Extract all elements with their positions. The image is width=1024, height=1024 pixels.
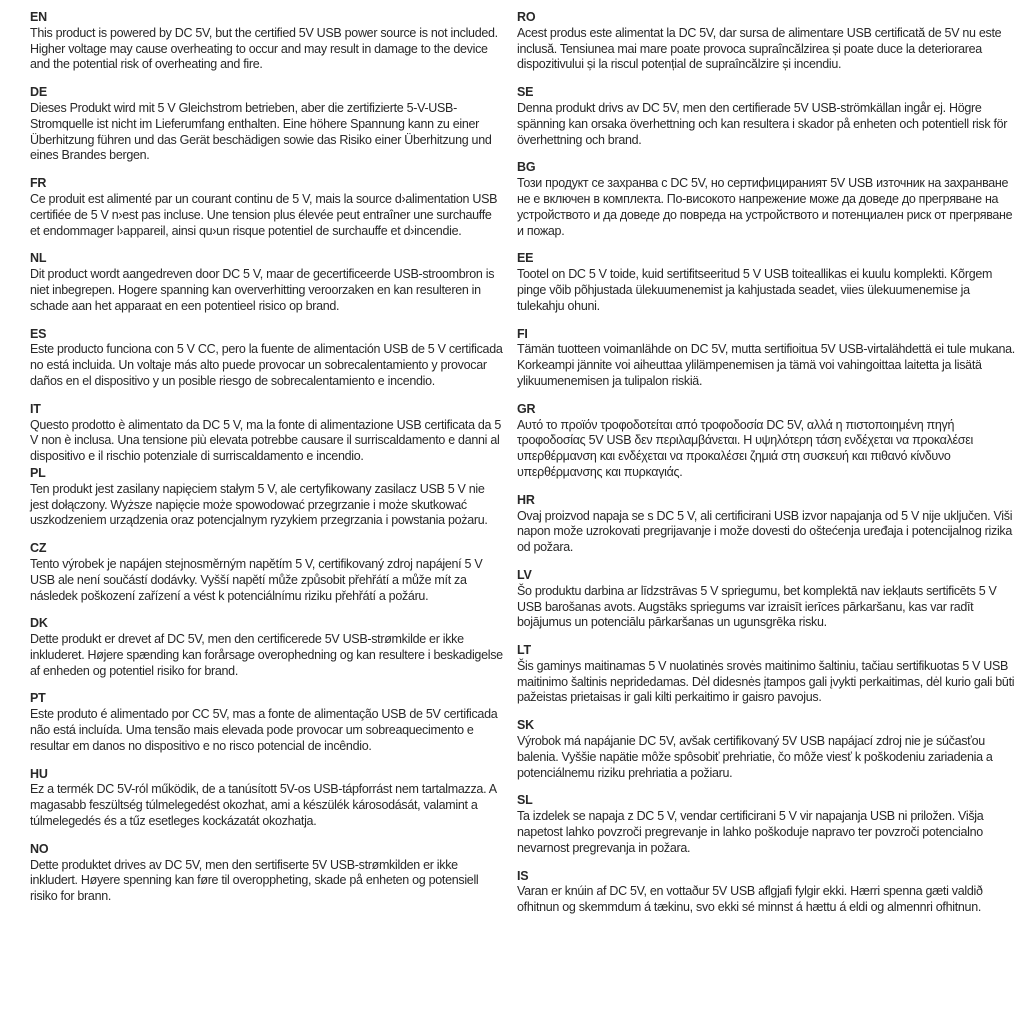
- language-section-cz: [30, 541, 504, 604]
- language-code-bg: BG: [517, 160, 536, 175]
- warning-text-hr: Ovaj proizvod napaja se s DC 5 V, ali certificirani USB izvor napajanja od 5 V nije uključen. Viši napon može uzrokovati pregrijavanje i može dovesti do oštećenja uređaja i potencijalnog rizika od požara.: [517, 508, 1013, 555]
- warning-text-de: Dieses Produkt wird mit 5 V Gleichstrom betrieben, aber die zertifizierte 5-V-USB-Stromquelle ist nicht im Lieferumfang enthalten. Eine höhere Spannung kann zu einer Überhitzung führen und das Gerät beschädigen sowie das Risiko einer Überhitzung und eines Brandes bergen.: [30, 100, 492, 163]
- language-section-gr: [517, 402, 1015, 481]
- language-code-pl: PL: [30, 465, 46, 480]
- language-code-hu: HU: [30, 766, 48, 781]
- language-code-is: IS: [517, 868, 529, 883]
- language-code-ee: EE: [517, 251, 534, 266]
- language-code-es: ES: [30, 326, 47, 341]
- warning-text-no: Dette produktet drives av DC 5V, men den sertifiserte 5V USB-strømkilden er ikke inkludert. Høyere spenning kan føre til overoppheting, skade på enheten og potensiell risiko for brann.: [30, 857, 479, 904]
- language-section-hr: [517, 493, 1015, 556]
- language-section-it: [30, 402, 504, 465]
- language-section-bg: [517, 160, 1015, 239]
- language-code-en: EN: [30, 10, 47, 24]
- warning-text-ee: Tootel on DC 5 V toide, kuid sertifitseeritud 5 V USB toiteallikas ei kuulu komplekti. Kõrgem pinge võib põhjustada ülekuumenemist ja kahjustada seadet, viies ülekuumenemise ja tulekahju ohuni.: [517, 267, 993, 313]
- warning-text-is: Varan er knúin af DC 5V, en vottaður 5V USB aflgjafi fylgir ekki. Hærri spenna gæti valdið ofhitnun og skemmdum á tækinu, svo ekki sé minnst á hættu á eldi og almennri ofhitnun.: [517, 884, 983, 915]
- left-column: [30, 10, 504, 1024]
- warning-text-ro: Acest produs este alimentat la DC 5V, dar sursa de alimentare USB certificată de 5V nu este inclusă. Tensiunea mai mare poate provoca supraîncălzirea și poate duce la deteriorarea dispozitivului și la riscul potențial de supraîncălzire și incendiu.: [517, 25, 1002, 72]
- language-code-sl: SL: [517, 793, 533, 808]
- language-code-de: DE: [30, 85, 47, 100]
- language-section-dk: [30, 616, 504, 679]
- warning-text-pt: Este produto é alimentado por CC 5V, mas a fonte de alimentação USB de 5V certificada não está incluída. Uma tensão mais elevada pode provocar um sobreaquecimento e resultar em danos no dispositivo e no risco potencial de incêndio.: [30, 707, 498, 753]
- language-section-es: [30, 327, 504, 390]
- warning-text-hu: Ez a termék DC 5V-ról működik, de a tanúsított 5V-os USB-tápforrást nem tartalmazza. A magasabb feszültség túlmelegedést okozhat, ami a készülék károsodását, valamint a túlmelegedés és a tűz esetleges kockázatát okozhatja.: [30, 782, 497, 829]
- warning-text-lv: Šo produktu darbina ar līdzstrāvas 5 V spriegumu, bet komplektā nav iekļauts sertificēts 5 V USB barošanas avots. Augstāks spriegums var izraisīt ierīces pārkaršanu, kas var radīt bojājumus un potenciālu pārkaršanas un ugunsgrēka risku.: [517, 583, 997, 630]
- language-code-pt: PT: [30, 691, 46, 706]
- warning-text-nl: Dit product wordt aangedreven door DC 5 V, maar de gecertificeerde USB-stroombron is niet inbegrepen. Hogere spanning kan oververhitting veroorzaken en kan resulteren in schade aan het apparaat en een potentieel risico op brand.: [30, 267, 495, 313]
- warning-text-cz: Tento výrobek je napájen stejnosměrným napětím 5 V, certifikovaný zdroj napájení 5 V USB ale není součástí dodávky. Vyšší napětí může způsobit přehřátí a může mít za následek poškození zařízení a vést k potenciálnímu riziku přehřátí a požáru.: [30, 556, 483, 603]
- language-code-ro: RO: [517, 10, 536, 24]
- language-section-de: [30, 85, 504, 164]
- right-column: [517, 10, 1015, 1024]
- warning-text-en: This product is powered by DC 5V, but the certified 5V USB power source is not included. Higher voltage may cause overheating to occur and may result in damage to the device and the potential risk of overheating and fire.: [30, 25, 498, 72]
- language-section-hu: [30, 767, 504, 830]
- language-code-no: NO: [30, 841, 49, 856]
- language-code-lt: LT: [517, 643, 531, 658]
- language-section-pt: [30, 691, 504, 754]
- warning-text-gr: Αυτό το προϊόν τροφοδοτείται από τροφοδοσία DC 5V, αλλά η πιστοποιημένη πηγή τροφοδοσίας 5V USB δεν περιλαμβάνεται. Η υψηλότερη τάση ενδέχεται να προκαλέσει υπερθέρμανση και ενδέχεται να προκαλέσει ζημιά στη συσκευή και πιθανό κίνδυνο υπερθέρμανσης και πυρκαγιάς.: [517, 417, 973, 479]
- language-section-nl: [30, 251, 504, 314]
- warning-text-es: Este producto funciona con 5 V CC, pero la fuente de alimentación USB de 5 V certificada no está incluida. Un voltaje más alto puede provocar un sobrecalentamiento y provocar daños en el dispositivo y un posible riesgo de sobrecalentamiento e incendio.: [30, 342, 503, 388]
- warning-text-fr: Ce produit est alimenté par un courant continu de 5 V, mais la source d›alimentation USB certifiée de 5 V n›est pas incluse. Une tension plus élevée peut entraîner une surchauffe et endommager l›appareil, ainsi qu›un risque potentiel de surchauffe et d›incendie.: [30, 191, 498, 238]
- warning-text-dk: Dette produkt er drevet af DC 5V, men den certificerede 5V USB-strømkilde er ikke inkluderet. Højere spænding kan forårsage overophedning og kan resultere i beskadigelse af enheden og potentiel risiko for brand.: [30, 632, 503, 678]
- language-section-ee: [517, 251, 1015, 314]
- language-code-nl: NL: [30, 251, 47, 266]
- warning-text-fi: Tämän tuotteen voimanlähde on DC 5V, mutta sertifioitua 5V USB-virtalähdettä ei tule mukana. Korkeampi jännite voi aiheuttaa ylilämpenemisen ja tämä voi vahingoittaa laitetta ja lisätä ylikuumenemisen ja tulipalon riskiä.: [517, 342, 1015, 388]
- warning-text-se: Denna produkt drivs av DC 5V, men den certifierade 5V USB-strömkällan ingår ej. Högre spänning kan orsaka överhettning och kan resultera i skador på enheten och potentiell risk för överhettning och brand.: [517, 100, 1008, 147]
- warning-text-sl: Ta izdelek se napaja z DC 5 V, vendar certificirani 5 V vir napajanja USB ni priložen. Višja napetost lahko povzroči pregrevanje in lahko poškoduje napravo ter povzroči potencialno nevarnost pregrevanja in požara.: [517, 809, 984, 855]
- language-section-en: [30, 10, 504, 73]
- language-code-fi: FI: [517, 326, 528, 341]
- language-code-sk: SK: [517, 718, 534, 733]
- language-section-ro: [517, 10, 1015, 73]
- language-code-cz: CZ: [30, 541, 47, 556]
- language-code-hr: HR: [517, 492, 535, 507]
- warning-text-pl: Ten produkt jest zasilany napięciem stałym 5 V, ale certyfikowany zasilacz USB 5 V nie jest dołączony. Wyższe napięcie może spowodować przegrzanie i może skutkować uszkodzeniem urządzenia oraz potencjalnym ryzykiem przegrzania i powstania pożaru.: [30, 481, 488, 528]
- language-section-fr: [30, 176, 504, 239]
- warning-text-sk: Výrobok má napájanie DC 5V, avšak certifikovaný 5V USB napájací zdroj nie je súčasťou balenia. Vyššie napätie môže spôsobiť prehriatie, čo môže viesť k poškodeniu zariadenia a potenciálnemu riziku prehriatia a požiaru.: [517, 734, 993, 780]
- language-section-lv: [517, 568, 1015, 631]
- language-section-sk: [517, 718, 1015, 781]
- language-section-pl: [30, 466, 504, 529]
- language-code-dk: DK: [30, 616, 48, 631]
- language-code-it: IT: [30, 401, 41, 416]
- warning-text-it: Questo prodotto è alimentato da DC 5 V, ma la fonte di alimentazione USB certificata da 5 V non è inclusa. Una tensione più elevata potrebbe causare il surriscaldamento e danni al dispositivo e il rischio potenziale di surriscaldamento e incendio.: [30, 417, 502, 464]
- language-section-fi: [517, 327, 1015, 390]
- language-code-se: SE: [517, 85, 534, 100]
- language-section-no: [30, 842, 504, 905]
- language-section-se: [517, 85, 1015, 148]
- language-code-fr: FR: [30, 176, 47, 191]
- warning-text-bg: Този продукт се захранва с DC 5V, но сертифицираният 5V USB източник на захранване не е включен в комплекта. По-високото напрежение може да доведе до прегряване на устройството и да доведе до повреда на устройството и потенциален риск от прегряване и пожар.: [517, 176, 1013, 238]
- language-code-lv: LV: [517, 567, 532, 582]
- language-section-sl: [517, 793, 1015, 856]
- language-section-is: [517, 869, 1015, 916]
- language-code-gr: GR: [517, 401, 536, 416]
- language-section-lt: [517, 643, 1015, 706]
- warning-text-lt: Šis gaminys maitinamas 5 V nuolatinės srovės maitinimo šaltiniu, tačiau sertifikuotas 5 V USB maitinimo šaltinis nepridedamas. Dėl didesnės įtampos gali įvykti perkaitimas, dėl kurio gali būti pažeistas prietaisas ir gali kilti perkaitimo ir gaisro pavojus.: [517, 658, 1015, 705]
